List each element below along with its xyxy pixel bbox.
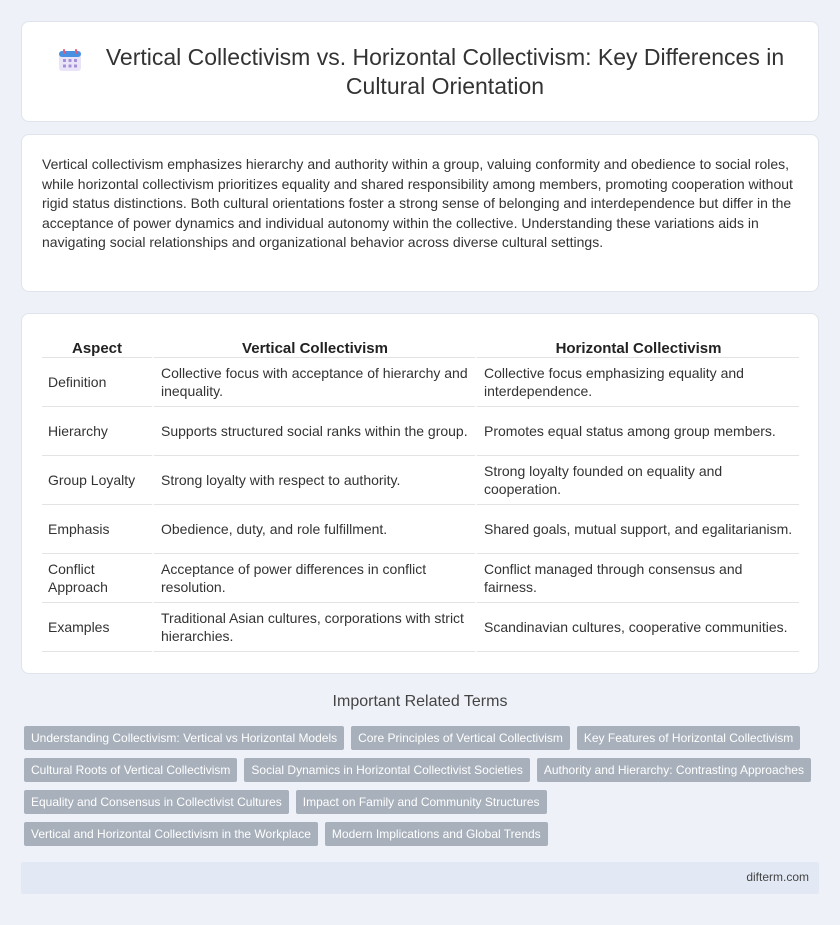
header-card <box>21 21 819 122</box>
related-terms-title: Important Related Terms <box>332 693 508 710</box>
related-terms-list <box>24 726 824 846</box>
header-aspect: Aspect <box>42 334 152 358</box>
cell-horizontal: Strong loyalty founded on equality and cooperation. <box>475 456 799 505</box>
cell-vertical: Supports structured social ranks within the group. <box>152 407 475 456</box>
cell-aspect: Emphasis <box>42 505 152 554</box>
related-term-tag[interactable]: Authority and Hierarchy: Contrasting Approaches <box>537 758 811 782</box>
cell-aspect: Examples <box>42 603 152 652</box>
table-header-row <box>42 334 799 358</box>
header-horizontal: Horizontal Collectivism <box>475 334 799 358</box>
comparison-table <box>42 334 799 652</box>
table-row <box>42 456 799 505</box>
related-term-tag[interactable]: Vertical and Horizontal Collectivism in the Workplace <box>24 822 318 846</box>
cell-vertical: Acceptance of power differences in conflict resolution. <box>152 554 475 603</box>
table-row <box>42 407 799 456</box>
cell-aspect: Hierarchy <box>42 407 152 456</box>
cell-aspect: Conflict Approach <box>42 554 152 603</box>
page-title: Vertical Collectivism vs. Horizontal Collectivism: Key Differences in Cultural Orientation <box>105 43 785 99</box>
table-row <box>42 505 799 554</box>
related-term-tag[interactable]: Cultural Roots of Vertical Collectivism <box>24 758 237 782</box>
cell-horizontal: Shared goals, mutual support, and egalitarianism. <box>475 505 799 554</box>
cell-horizontal: Collective focus emphasizing equality and interdependence. <box>475 358 799 407</box>
table-row <box>42 358 799 407</box>
related-term-tag[interactable]: Modern Implications and Global Trends <box>325 822 548 846</box>
related-term-tag[interactable]: Core Principles of Vertical Collectivism <box>351 726 570 750</box>
cell-vertical: Strong loyalty with respect to authority. <box>152 456 475 505</box>
header-vertical: Vertical Collectivism <box>152 334 475 358</box>
cell-vertical: Obedience, duty, and role fulfillment. <box>152 505 475 554</box>
related-term-tag[interactable]: Impact on Family and Community Structures <box>296 790 547 814</box>
cell-horizontal: Promotes equal status among group members. <box>475 407 799 456</box>
cell-horizontal: Conflict managed through consensus and fairness. <box>475 554 799 603</box>
comparison-table-card <box>21 313 819 674</box>
summary-text: Vertical collectivism emphasizes hierarchy and authority within a group, valuing conformity and obedience to social roles, while horizontal collectivism prioritizes equality and shared responsibility among members, promoting cooperation without rigid status distinctions. Both cultural orientations foster a strong sense of belonging and interdependence but differ in the acceptance of power dynamics and individual autonomy within the collective. Understanding these variations aids in navigating social relationships and organizational behavior across diverse cultural settings. <box>42 156 793 250</box>
related-term-tag[interactable]: Understanding Collectivism: Vertical vs Horizontal Models <box>24 726 344 750</box>
footer <box>21 862 819 894</box>
cell-vertical: Traditional Asian cultures, corporations with strict hierarchies. <box>152 603 475 652</box>
summary-card <box>21 134 819 292</box>
table-row <box>42 554 799 603</box>
cell-aspect: Group Loyalty <box>42 456 152 505</box>
cell-aspect: Definition <box>42 358 152 407</box>
site-link[interactable]: difterm.com <box>746 870 809 884</box>
related-term-tag[interactable]: Equality and Consensus in Collectivist Cultures <box>24 790 289 814</box>
related-term-tag[interactable]: Social Dynamics in Horizontal Collectivist Societies <box>244 758 529 782</box>
cell-horizontal: Scandinavian cultures, cooperative communities. <box>475 603 799 652</box>
table-row <box>42 603 799 652</box>
cell-vertical: Collective focus with acceptance of hierarchy and inequality. <box>152 358 475 407</box>
related-term-tag[interactable]: Key Features of Horizontal Collectivism <box>577 726 800 750</box>
